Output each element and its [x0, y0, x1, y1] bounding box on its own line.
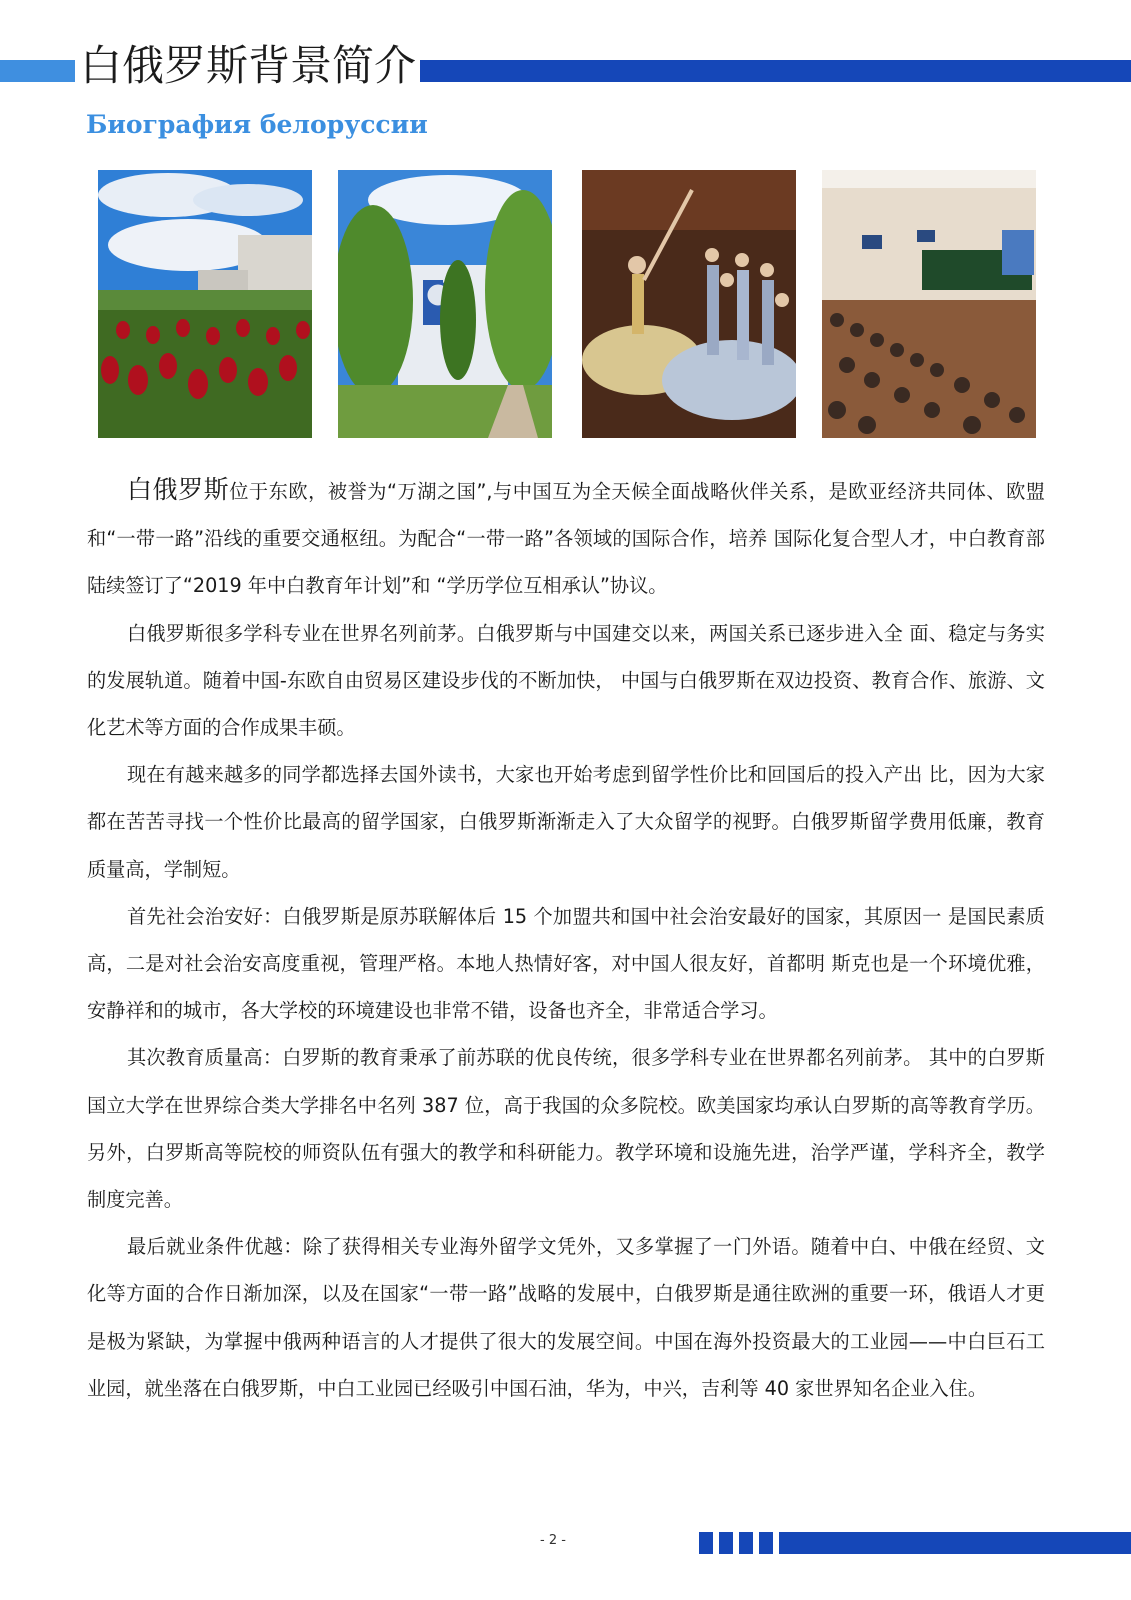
tulips-campus-photo: [98, 170, 312, 438]
paragraph-education-quality: 其次教育质量高：白罗斯的教育秉承了前苏联的优良传统，很多学科专业在世界都名列前茅。 其中的白罗斯国立大学在世界综合类大学排名中名列 387 位，高于我国的众多院校。欧美国家均承认白罗斯的高等教育学历。另外，白罗斯高等院校的师资队伍有强大的教学和科研能力。教学环境和设施先进，治学严谨，学科齐全，教学制度完善。: [87, 1046, 1045, 1212]
paragraph-value: 现在有越来越多的同学都选择去国外读书，大家也开始考虑到留学性价比和回国后的投入产出 比，因为大家都在苦苦寻找一个性价比最高的留学国家，白俄罗斯渐渐走入了大众留学的视野。白俄罗斯留学费用低廉，教育质量高，学制短。: [87, 763, 1045, 881]
header-accent-bar-right: [420, 60, 1131, 82]
paragraph-safety: 首先社会治安好：白俄罗斯是原苏联解体后 15 个加盟共和国中社会治安最好的国家，其原因一 是国民素质高，二是对社会治安高度重视，管理严格。本地人热情好客，对中国人很友好，首都明 斯克也是一个环境优雅，安静祥和的城市，各大学校的环境建设也非常不错，设备也齐全，非常适合学习。: [87, 904, 1045, 1023]
footer-accent-block: [739, 1532, 753, 1554]
footer-accent-block: [699, 1532, 713, 1554]
page-number: - 2 -: [540, 1533, 566, 1548]
paragraph-employment: 最后就业条件优越：除了获得相关专业海外留学文凭外，又多掌握了一门外语。随着中白、中俄在经贸、文化等方面的合作日渐加深，以及在国家“一带一路”战略的发展中，白俄罗斯是通往欧洲的重要一环，俄语人才更是极为紧缺，为掌握中俄两种语言的人才提供了很大的发展空间。中国在海外投资最大的工业园——中白巨石工业园，就坐落在白俄罗斯，中白工业园已经吸引中国石油，华为，中兴，吉利等 40 家世界知名企业入住。: [87, 1235, 1045, 1400]
footer-accent-block: [759, 1532, 773, 1554]
paragraph-academic: 白俄罗斯很多学科专业在世界名列前茅。白俄罗斯与中国建交以来，两国关系已逐步进入全 面、稳定与务实的发展轨道。随着中国-东欧自由贸易区建设步伐的不断加快， 中国与白俄罗斯在双边投资、教育合作、旅游、文化艺术等方面的合作成果丰硕。: [87, 621, 1045, 740]
ballet-performance-photo: [582, 170, 796, 438]
footer-accent-bar: [779, 1532, 1131, 1554]
header-accent-bar-left: [0, 60, 75, 82]
paragraph-intro: [87, 466, 1045, 610]
lead-word: 白俄罗斯: [127, 475, 230, 504]
page-title: 白俄罗斯背景简介: [80, 41, 417, 90]
university-building-photo: [338, 170, 552, 438]
footer-accent-block: [719, 1532, 733, 1554]
paragraph-intro-text: 位于东欧，被誉为“万湖之国”,与中国互为全天候全面战略伙伴关系，是欧亚经济共同体、欧盟和“一带一路”沿线的重要交通枢纽。为配合“一带一路”各领域的国际合作，培养 国际化复合型人才，中白教育部陆续签订了“2019 年中白教育年计划”和 “学历学位互相承认”协议。: [87, 480, 1045, 598]
page-subtitle: Биография белоруссии: [86, 110, 428, 139]
article-body: [87, 466, 1045, 1412]
lecture-hall-photo: [822, 170, 1036, 438]
